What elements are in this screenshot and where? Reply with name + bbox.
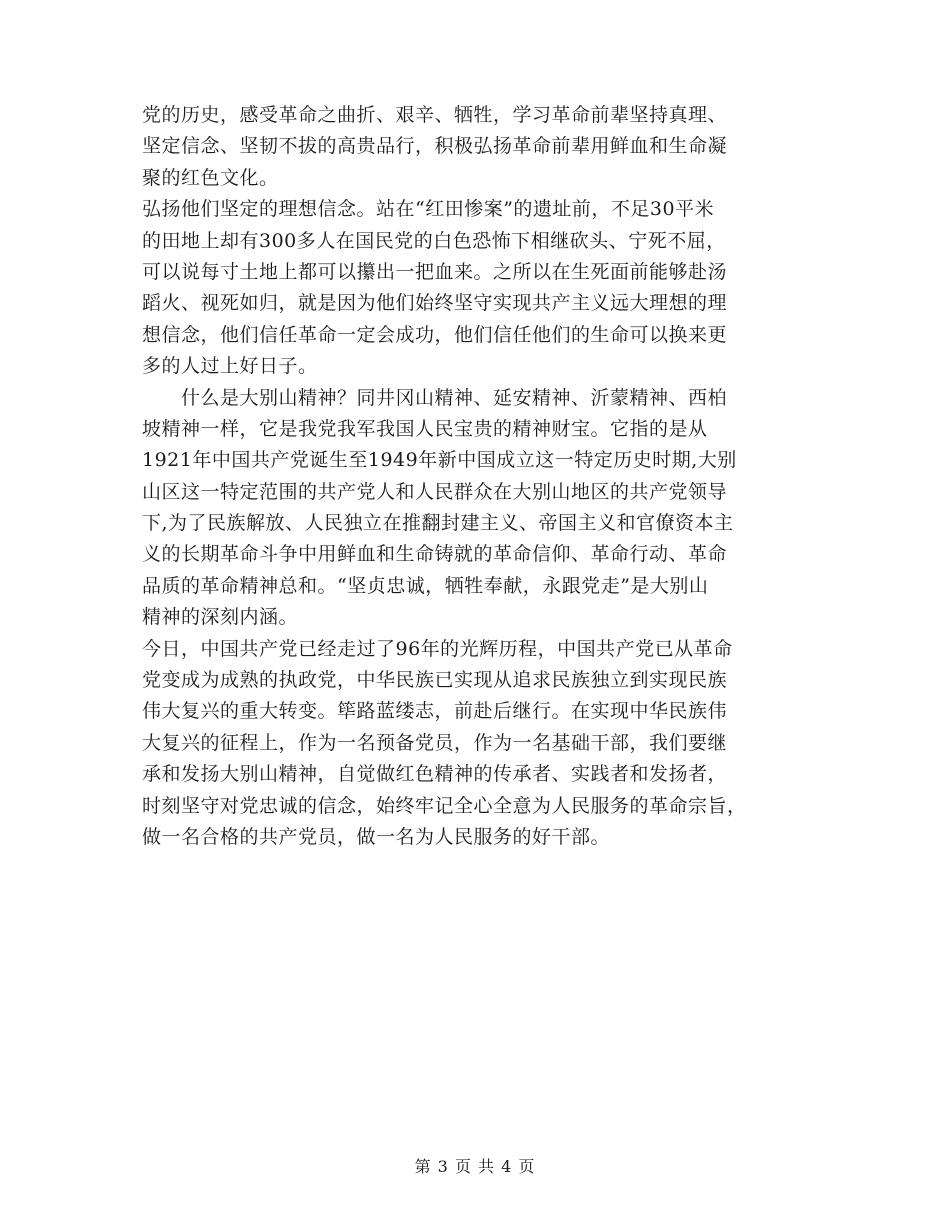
text-line: 精神的深刻内涵。 (142, 606, 299, 629)
page-footer (0, 1157, 950, 1177)
body-text (142, 100, 812, 853)
text-line: 做一名合格的共产党员，做一名为人民服务的好干部。 (142, 825, 611, 848)
text-line: 坚定信念、坚韧不拔的高贵品行，积极弘扬革命前辈用鲜血和生命凝 (142, 135, 728, 158)
text-line: 承和发扬大别山精神，自觉做红色精神的传承者、实践者和发扬者， (142, 763, 728, 786)
text-line: 时刻坚守对党忠诚的信念，始终牢记全心全意为人民服务的革命宗旨， (142, 794, 747, 817)
text-line: 坡精神一样，它是我党我军我国人民宝贵的精神财宝。它指的是从 (142, 417, 708, 440)
text-line: 想信念，他们信任革命一定会成功，他们信任他们的生命可以换来更 (142, 323, 728, 346)
page-number: 第 3 页 共 4 页 (414, 1157, 536, 1176)
text-line: 多的人过上好日子。 (142, 355, 318, 378)
text-line: 下,为了民族解放、人民独立在推翻封建主义、帝国主义和官僚资本主 (142, 512, 734, 535)
text-line: 弘扬他们坚定的理想信念。站在“红田惨案”的遗址前，不足30平米 (142, 198, 715, 221)
text-line: 蹈火、视死如归，就是因为他们始终坚守实现共产主义远大理想的理 (142, 292, 728, 315)
text-line: 品质的革命精神总和。“坚贞忠诚，牺牲奉献，永跟党走”是大别山 (142, 574, 709, 597)
text-line: 义的长期革命斗争中用鲜血和生命铸就的革命信仰、革命行动、革命 (142, 543, 728, 566)
text-line: 1921年中国共产党诞生至1949年新中国成立这一特定历史时期,大别 (142, 449, 737, 472)
text-line: 党变成为成熟的执政党，中华民族已实现从追求民族独立到实现民族 (142, 669, 728, 692)
text-line: 聚的红色文化。 (142, 166, 279, 189)
text-line: 的田地上却有300多人在国民党的白色恐怖下相继砍头、宁死不屈， (142, 229, 726, 252)
text-line: 党的历史，感受革命之曲折、艰辛、牺牲，学习革命前辈坚持真理、 (142, 104, 728, 126)
text-line: 什么是大别山精神？同井冈山精神、延安精神、沂蒙精神、西柏 (142, 386, 728, 409)
text-line: 大复兴的征程上，作为一名预备党员，作为一名基础干部，我们要继 (142, 731, 728, 754)
text-line: 山区这一特定范围的共产党人和人民群众在大别山地区的共产党领导 (142, 480, 728, 503)
text-line: 今日，中国共产党已经走过了96年的光辉历程，中国共产党已从革命 (142, 637, 733, 660)
text-line: 伟大复兴的重大转变。筚路蓝缕志，前赴后继行。在实现中华民族伟 (142, 700, 728, 723)
text-line: 可以说每寸土地上都可以攥出一把血来。之所以在生死面前能够赴汤 (142, 260, 728, 283)
